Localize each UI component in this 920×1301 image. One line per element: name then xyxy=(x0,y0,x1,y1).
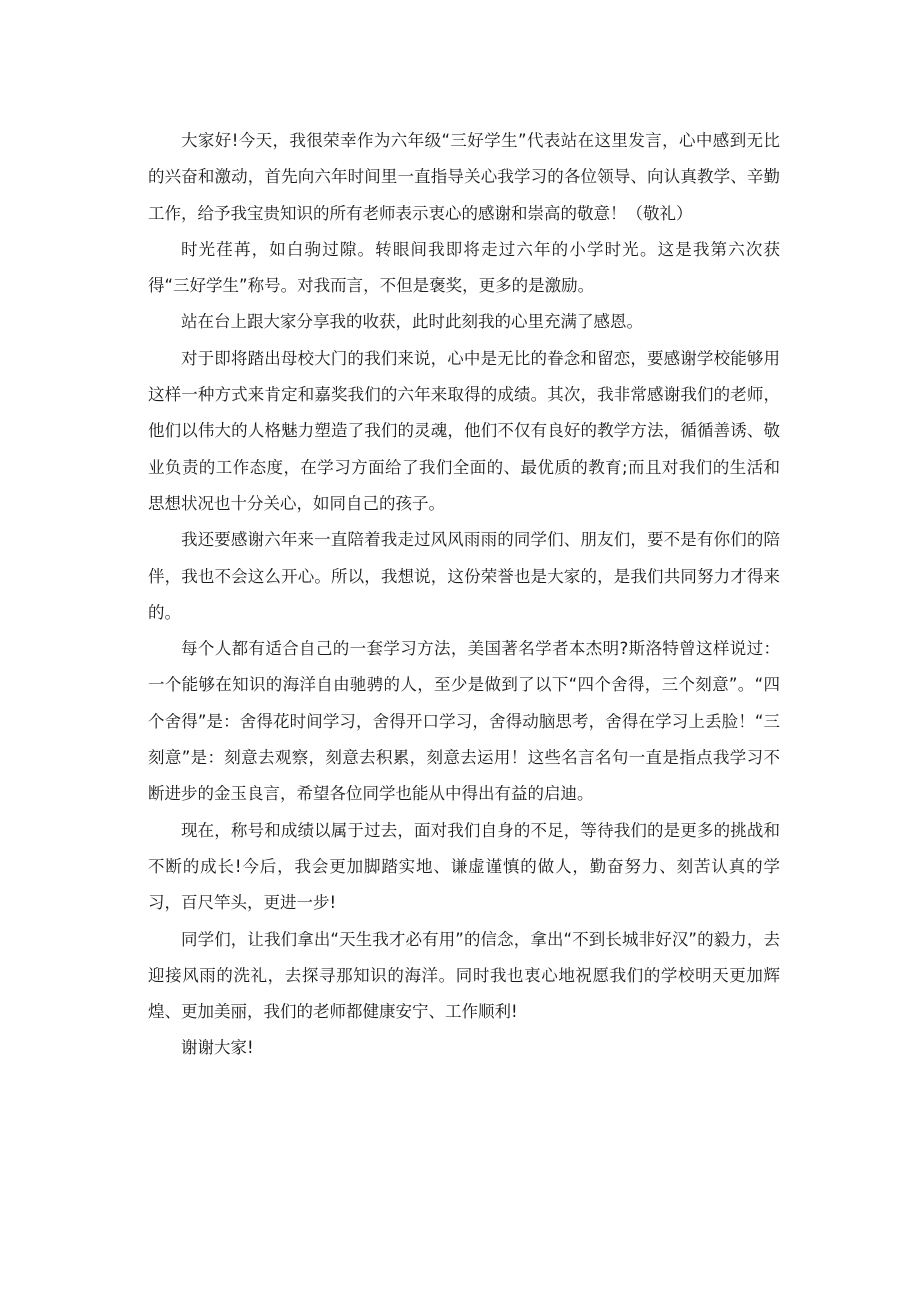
paragraph-3: 站在台上跟大家分享我的收获，此时此刻我的心里充满了感恩。 xyxy=(181,312,643,332)
paragraph-2: 时光荏苒，如白驹过隙。转眼间我即将走过六年的小学时光。这是我第六次获得“三好学生”称号。对我而言，不但是褒奖，更多的是激励。 xyxy=(148,239,780,296)
paragraph-4: 对于即将踏出母校大门的我们来说，心中是无比的眷念和留恋，要感谢学校能够用这样一种方式来肯定和嘉奖我们的六年来取得的成绩。其次，我非常感谢我们的老师，他们以伟大的人格魅力塑造了我们的灵魂，他们不仅有良好的教学方法，循循善诱、敬业负责的工作态度，在学习方面给了我们全面的、最优质的教育;而且对我们的生活和思想状况也十分关心，如同自己的孩子。 xyxy=(148,348,780,513)
paragraph-1: 大家好!今天，我很荣幸作为六年级“三好学生”代表站在这里发言，心中感到无比的兴奋和激动，首先向六年时间里一直指导关心我学习的各位领导、向认真教学、辛勤工作，给予我宝贵知识的所有老师表示衷心的感谢和崇高的敬意！（敬礼） xyxy=(148,131,780,223)
speech-body xyxy=(148,123,780,1067)
paragraph-5: 我还要感谢六年来一直陪着我走过风风雨雨的同学们、朋友们，要不是有你们的陪伴，我也不会这么开心。所以，我想说，这份荣誉也是大家的，是我们共同努力才得来的。 xyxy=(148,530,780,622)
paragraph-7: 现在，称号和成绩以属于过去，面对我们自身的不足，等待我们的是更多的挑战和不断的成长!今后，我会更加脚踏实地、谦虚谨慎的做人，勤奋努力、刻苦认真的学习，百尺竿头，更进一步! xyxy=(148,820,780,913)
paragraph-9: 谢谢大家! xyxy=(181,1038,254,1058)
paragraph-6: 每个人都有适合自己的一套学习方法，美国著名学者本杰明?斯洛特曾这样说过：一个能够在知识的海洋自由驰骋的人，至少是做到了以下“四个舍得，三个刻意”。“四个舍得”是：舍得花时间学习，舍得开口学习，舍得动脑思考，舍得在学习上丢脸！“三刻意”是：刻意去观察，刻意去积累，刻意去运用！这些名言名句一直是指点我学习不断进步的金玉良言，希望各位同学也能从中得出有益的启迪。 xyxy=(148,639,780,804)
paragraph-8: 同学们，让我们拿出“天生我才必有用”的信念，拿出“不到长城非好汉”的毅力，去迎接风雨的洗礼，去探寻那知识的海洋。同时我也衷心地祝愿我们的学校明天更加辉煌、更加美丽，我们的老师都健康安宁、工作顺利! xyxy=(148,929,780,1022)
